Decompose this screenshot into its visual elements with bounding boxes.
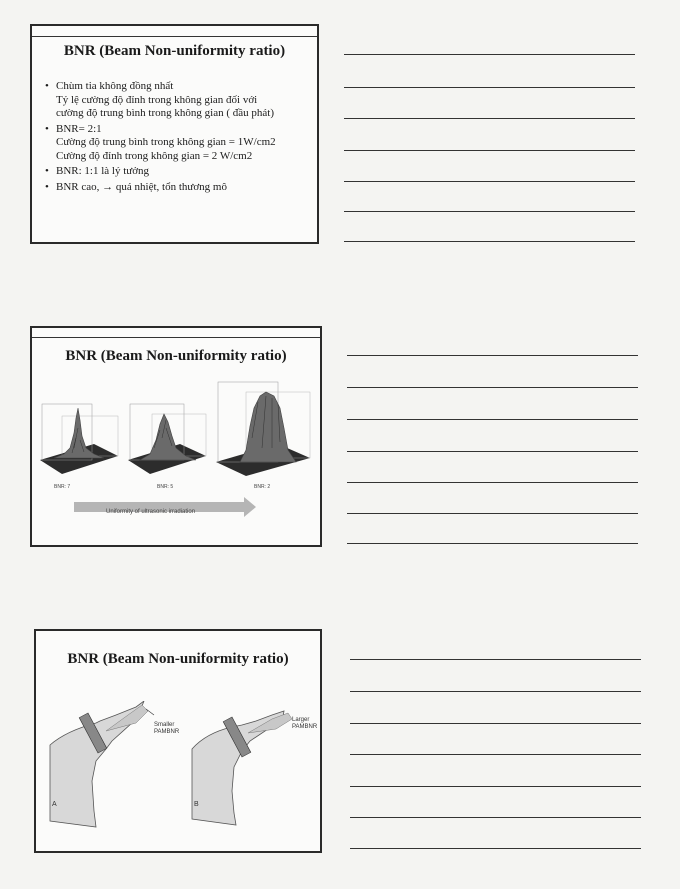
note-line — [347, 355, 638, 356]
slide-2-title: BNR (Beam Non-uniformity ratio) — [65, 348, 287, 364]
sub-item: Cường độ trung bình trong không gian = 1W/cm2 — [56, 136, 276, 148]
note-line — [344, 118, 635, 119]
bullet-item: • BNR= 2:1 — [56, 123, 276, 137]
note-line — [344, 87, 635, 88]
slide-3-title: BNR (Beam Non-uniformity ratio) — [67, 651, 289, 667]
note-line — [344, 54, 635, 55]
bullet-item: • Chùm tia không đồng nhất — [56, 80, 276, 94]
note-line — [344, 211, 635, 212]
panel-b-illustration — [192, 711, 292, 825]
bnr5-label: BNR: 5 — [157, 484, 174, 490]
panel-b-label: B — [194, 801, 199, 808]
note-line — [347, 543, 638, 544]
note-line — [350, 817, 641, 818]
note-line — [347, 451, 638, 452]
beam-profile-bnr5-plot — [128, 404, 206, 474]
bnr7-label: BNR: 7 — [54, 484, 71, 490]
slide-1-title: BNR (Beam Non-uniformity ratio) — [63, 43, 286, 59]
slide-1-title-rule — [32, 36, 317, 37]
uniformity-arrow-label: Uniformity of ultrasonic irradiation — [106, 509, 196, 515]
note-line — [347, 387, 638, 388]
note-line — [350, 691, 641, 692]
bullet-item: • BNR cao, → quá nhiệt, tổn thương mô — [56, 181, 276, 195]
bullet-item: • BNR: 1:1 là lý tưởng — [56, 165, 276, 179]
callout-b — [292, 717, 317, 731]
note-line — [347, 482, 638, 483]
note-line — [347, 419, 638, 420]
note-line — [344, 181, 635, 182]
note-line — [344, 150, 635, 151]
panel-a-label: A — [52, 801, 57, 808]
callout-b-line2: PAMBNR — [292, 724, 318, 730]
callout-a — [154, 722, 179, 736]
pambnr-figure — [36, 701, 324, 841]
note-line — [350, 754, 641, 755]
note-line — [350, 786, 641, 787]
callout-a-line1: Smaller — [154, 722, 175, 728]
callout-b-line1: Larger — [292, 717, 310, 723]
beam-profile-figure — [34, 378, 322, 528]
beam-profile-bnr7-plot — [40, 404, 118, 474]
slide-1-bullets — [44, 78, 276, 194]
callout-a-line2: PAMBNR — [154, 729, 180, 735]
note-line — [347, 513, 638, 514]
note-line — [344, 241, 635, 242]
note-line — [350, 848, 641, 849]
note-line — [350, 659, 641, 660]
slide-1 — [30, 24, 319, 244]
bnr2-label: BNR: 2 — [254, 484, 271, 490]
sub-item: Tỷ lệ cường độ đỉnh trong không gian đối với — [56, 93, 258, 106]
beam-profile-bnr2-plot — [216, 382, 310, 476]
slide-3 — [34, 629, 322, 853]
slide-2 — [30, 326, 322, 547]
sub-item: Cường độ đỉnh trong không gian = 2 W/cm2 — [56, 149, 253, 162]
note-line — [350, 723, 641, 724]
slide-2-title-rule — [32, 337, 320, 338]
panel-a-illustration — [50, 701, 154, 827]
sub-item: cường độ trung bình trong không gian ( đầu phát) — [56, 107, 274, 119]
